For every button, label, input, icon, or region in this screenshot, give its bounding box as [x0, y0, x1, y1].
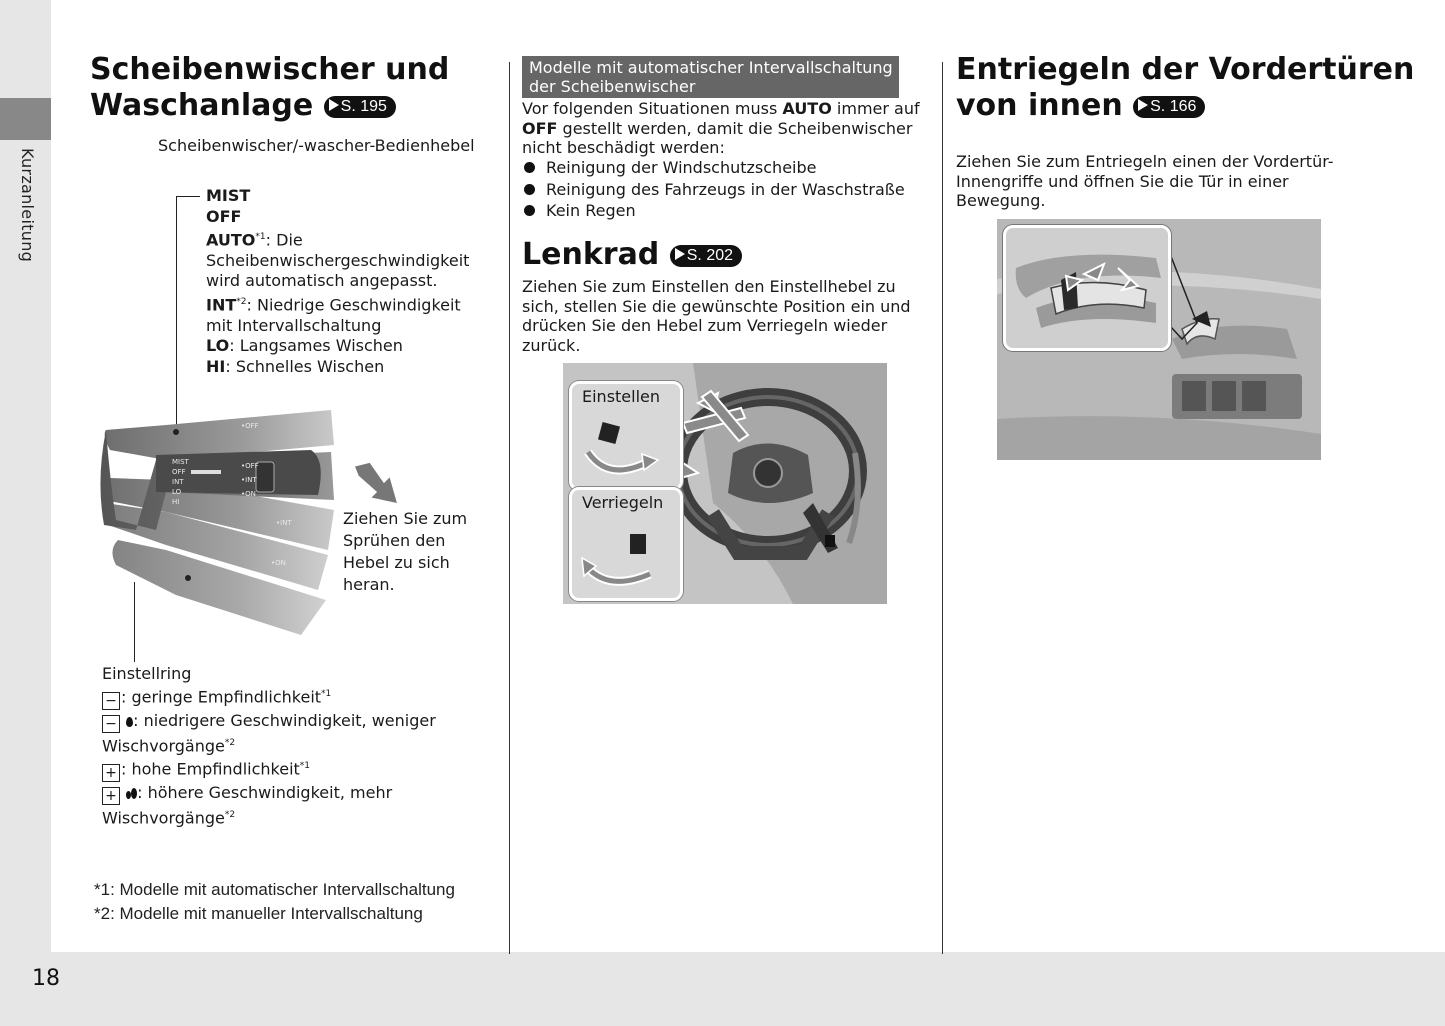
steering-body: Ziehen Sie zum Einstellen den Einstellhebel zu sich, stellen Sie die gewünschte Position ein und drücken Sie den Hebel zum Verriegeln wieder zurück.	[522, 277, 911, 356]
svg-text:OFF: OFF	[172, 468, 186, 476]
lever-caption: Scheibenwischer/-wascher-Bedienhebel	[158, 136, 475, 155]
sidebar-tab-marker	[0, 98, 51, 140]
footnote-2: *2: Modelle mit manueller Intervallschaltung	[94, 904, 423, 923]
wiper-title-line2: Waschanlage	[90, 88, 314, 123]
mode-int-label: INT	[206, 295, 237, 315]
wiper-lever-illustration	[96, 400, 341, 645]
ring-line3-sup: *1	[299, 761, 311, 772]
door-title-line1: Entriegeln der Vordertüren	[956, 52, 1415, 87]
svg-text:•ON: •ON	[271, 559, 286, 567]
arrow-right-icon	[329, 99, 339, 111]
svg-text:HI: HI	[172, 498, 180, 506]
steering-title-text: Lenkrad	[522, 237, 660, 272]
situation-list	[522, 157, 932, 222]
ring-line4-cont: Wischvorgänge	[102, 807, 225, 827]
ring-line4-sup: *2	[224, 809, 236, 820]
minus-box-icon: −	[102, 692, 120, 710]
handle-inset	[1003, 225, 1171, 351]
intro-part2: immer auf	[831, 99, 920, 118]
column-divider-2	[942, 62, 943, 954]
mode-mist: MIST	[206, 186, 251, 205]
mode-lo-label: LO	[206, 336, 230, 356]
door-page-ref[interactable]	[1133, 96, 1205, 118]
spray-note-line: Sprühen den	[343, 531, 446, 550]
wiper-title-line1: Scheibenwischer und	[90, 52, 450, 87]
svg-text:•INT: •INT	[276, 519, 292, 527]
intro-part3: gestellt werden, damit die Scheibenwischer nicht beschädigt werden:	[522, 118, 913, 158]
svg-text:INT: INT	[172, 478, 184, 486]
list-item: Reinigung des Fahrzeugs in der Waschstraße	[522, 179, 932, 201]
inset-lock	[569, 487, 683, 601]
svg-text:•OFF: •OFF	[241, 422, 259, 430]
leader-line-vertical	[176, 196, 177, 432]
ring-line2-sup: *2	[224, 737, 236, 748]
ring-title: Einstellring	[102, 664, 192, 683]
mode-int-sup: *2	[236, 296, 247, 307]
wiper-page-ref[interactable]	[324, 96, 396, 118]
arrow-right-icon	[1138, 99, 1148, 111]
footer-bar	[0, 952, 1445, 1026]
plus-box-icon: +	[102, 787, 120, 805]
lever-up-icon	[578, 522, 674, 594]
intro-part1: Vor folgenden Situationen muss	[522, 99, 783, 118]
spray-note	[343, 508, 467, 596]
ring-line3: : hohe Empfindlichkeit	[121, 759, 300, 779]
lever-down-icon	[578, 412, 674, 484]
svg-text:LO: LO	[172, 488, 182, 496]
steering-wheel-illustration	[563, 363, 887, 604]
drops-icon	[126, 788, 137, 799]
door-title	[956, 52, 1414, 124]
spray-note-line: heran.	[343, 575, 395, 594]
mode-int-text: : Niedrige Geschwindigkeit mit Intervallschaltung	[206, 295, 461, 335]
door-title-line2: von innen	[956, 88, 1123, 123]
list-item: Reinigung der Windschutzscheibe	[522, 157, 932, 179]
svg-text:•ON: •ON	[241, 490, 256, 498]
label-lock: Verriegeln	[582, 493, 664, 512]
svg-text:MIST: MIST	[172, 458, 189, 466]
mode-hi-text: : Schnelles Wischen	[225, 356, 385, 376]
spray-note-line: Hebel zu sich	[343, 553, 450, 572]
mode-off: OFF	[206, 206, 242, 226]
ring-line1: : geringe Empfindlichkeit	[121, 687, 322, 707]
steering-page-ref-label: S. 202	[686, 246, 734, 264]
mode-lo-text: : Langsames Wischen	[229, 336, 403, 356]
inset-adjust	[569, 381, 683, 491]
mode-hi-label: HI	[206, 356, 226, 376]
ring-line2: : niedrigere Geschwindigkeit, weniger	[133, 710, 436, 730]
sidebar-label: Kurzanleitung	[18, 148, 37, 263]
arrow-right-icon	[675, 248, 685, 260]
banner-line1: Modelle mit automatischer Intervallschaltung	[529, 58, 893, 77]
adjustment-ring	[102, 663, 482, 828]
auto-models-banner	[522, 56, 899, 98]
leader-line-top	[176, 196, 200, 197]
wiper-title	[90, 52, 449, 124]
plus-box-icon: +	[102, 764, 120, 782]
spray-note-line: Ziehen Sie zum	[343, 509, 468, 528]
svg-text:•INT: •INT	[241, 476, 257, 484]
intro-off: OFF	[522, 118, 558, 138]
mode-auto-sup: *1	[255, 232, 266, 242]
pull-arrow-icon	[350, 460, 402, 508]
mode-auto-text: : Die Scheibenwischergeschwindigkeit wird automatisch angepasst.	[206, 230, 470, 291]
ring-line2-cont: Wischvorgänge	[102, 735, 225, 755]
list-item: Kein Regen	[522, 200, 932, 222]
auto-intro	[522, 99, 927, 158]
ring-line4: : höhere Geschwindigkeit, mehr	[137, 782, 393, 802]
wiper-page-ref-label: S. 195	[340, 97, 387, 115]
svg-text:•OFF: •OFF	[241, 462, 259, 470]
ring-line1-sup: *1	[321, 689, 332, 700]
label-adjust: Einstellen	[582, 387, 661, 406]
handle-pull-icon	[1006, 228, 1168, 348]
door-handle-illustration	[997, 219, 1321, 460]
page-number: 18	[32, 966, 60, 991]
banner-line2: der Scheibenwischer	[529, 77, 696, 96]
steering-page-ref[interactable]	[670, 245, 742, 267]
column-divider-1	[509, 62, 510, 954]
footnotes	[94, 878, 455, 926]
mode-auto-label: AUTO	[206, 230, 256, 250]
minus-box-icon: −	[102, 715, 120, 733]
door-page-ref-label: S. 166	[1150, 97, 1197, 115]
door-body: Ziehen Sie zum Entriegeln einen der Vordertür-Innengriffe und öffnen Sie die Tür in einer Bewegung.	[956, 152, 1334, 211]
footnote-1: *1: Modelle mit automatischer Intervallschaltung	[94, 880, 455, 899]
wiper-modes	[206, 186, 476, 377]
steering-title	[522, 237, 742, 273]
intro-auto: AUTO	[782, 99, 832, 118]
